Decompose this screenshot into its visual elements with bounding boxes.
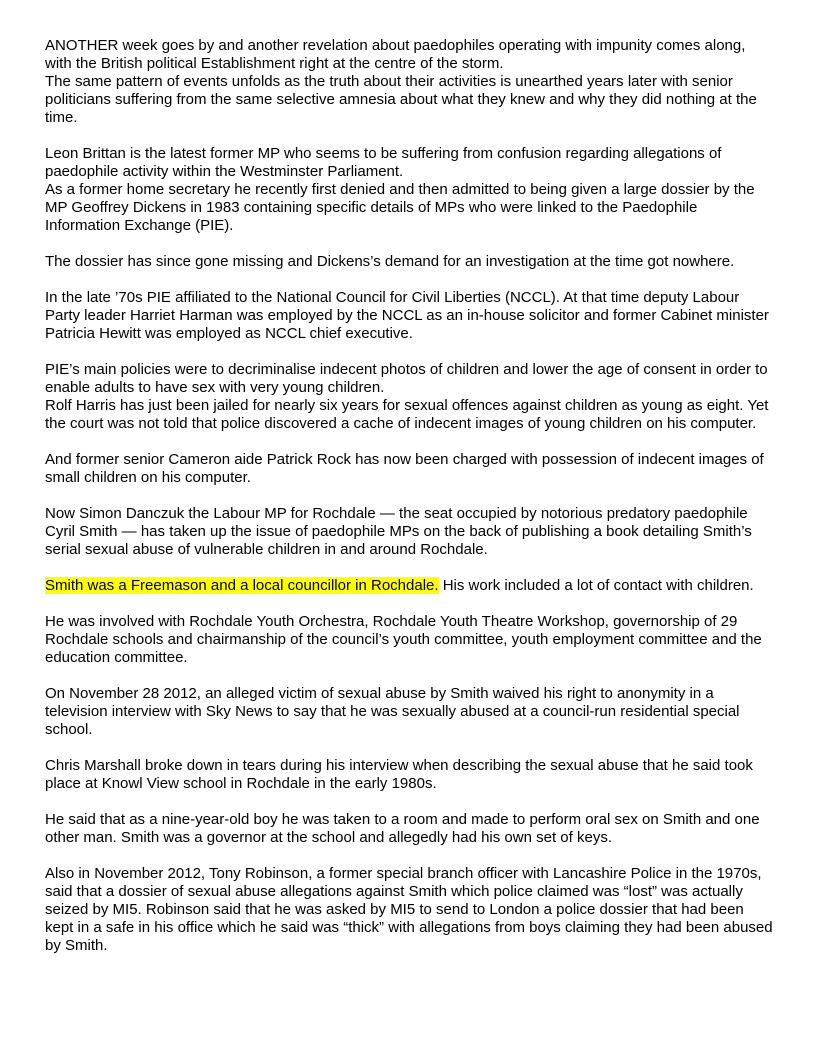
highlighted-text: Smith was a Freemason and a local councillor in Rochdale. — [45, 577, 439, 594]
paragraph-line: ANOTHER week goes by and another revelation about paedophiles operating with impunity comes along, with the British political Establishment right at the centre of the storm. — [45, 37, 746, 72]
paragraph-12: He said that as a nine-year-old boy he was taken to a room and made to perform oral sex on Smith and one other man. Smith was a governor at the school and allegedly had his own set of keys. — [45, 811, 760, 846]
paragraph-line: Leon Brittan is the latest former MP who seems to be suffering from confusion regarding allegations of paedophile activity within the Westminster Parliament. — [45, 145, 722, 180]
paragraph-7: Now Simon Danczuk the Labour MP for Rochdale — the seat occupied by notorious predatory paedophile Cyril Smith — has taken up the issue of paedophile MPs on the back of publishing a book detailing Smith’s serial sexual abuse of vulnerable children in and around Rochdale. — [45, 505, 752, 558]
paragraph-4: In the late ’70s PIE affiliated to the National Council for Civil Liberties (NCCL). At that time deputy Labour Party leader Harriet Harman was employed by the NCCL as an in-house solicitor and former Cabinet minister Patricia Hewitt was employed as NCCL chief executive. — [45, 289, 769, 342]
paragraph-1 — [45, 37, 773, 127]
paragraph-11: Chris Marshall broke down in tears during his interview when describing the sexual abuse that he said took place at Knowl View school in Rochdale in the early 1980s. — [45, 757, 753, 792]
paragraph-2 — [45, 145, 773, 235]
paragraph-line: PIE’s main policies were to decriminalise indecent photos of children and lower the age of consent in order to enable adults to have sex with very young children. — [45, 361, 768, 396]
paragraph-line: The same pattern of events unfolds as the truth about their activities is unearthed years later with senior politicians suffering from the same selective amnesia about what they knew and why they did nothing at the time. — [45, 73, 757, 126]
paragraph-6: And former senior Cameron aide Patrick Rock has now been charged with possession of indecent images of small children on his computer. — [45, 451, 764, 486]
paragraph-line: As a former home secretary he recently first denied and then admitted to being given a large dossier by the MP Geoffrey Dickens in 1983 containing specific details of MPs who were linked to the Paedophile Information Exchange (PIE). — [45, 181, 755, 234]
paragraph-line: Rolf Harris has just been jailed for nearly six years for sexual offences against children as young as eight. Yet the court was not told that police discovered a cache of indecent images of young children on his computer. — [45, 397, 769, 432]
paragraph-13: Also in November 2012, Tony Robinson, a former special branch officer with Lancashire Police in the 1970s, said that a dossier of sexual abuse allegations against Smith which police claimed was “lost” was actually seized by MI5. Robinson said that he was asked by MI5 to send to London a police dossier that had been kept in a safe in his office which he said was “thick” with allegations from boys claiming they had been abused by Smith. — [45, 865, 773, 954]
paragraph-text: His work included a lot of contact with children. — [438, 577, 754, 594]
document-body — [45, 37, 773, 973]
paragraph-3: The dossier has since gone missing and Dickens’s demand for an investigation at the time got nowhere. — [45, 253, 735, 270]
paragraph-9: He was involved with Rochdale Youth Orchestra, Rochdale Youth Theatre Workshop, governorship of 29 Rochdale schools and chairmanship of the council’s youth committee, youth employment committee and the education committee. — [45, 613, 762, 666]
paragraph-8 — [45, 577, 773, 595]
paragraph-10: On November 28 2012, an alleged victim of sexual abuse by Smith waived his right to anonymity in a television interview with Sky News to say that he was sexually abused at a council-run residential special school. — [45, 685, 740, 738]
paragraph-5 — [45, 361, 773, 433]
